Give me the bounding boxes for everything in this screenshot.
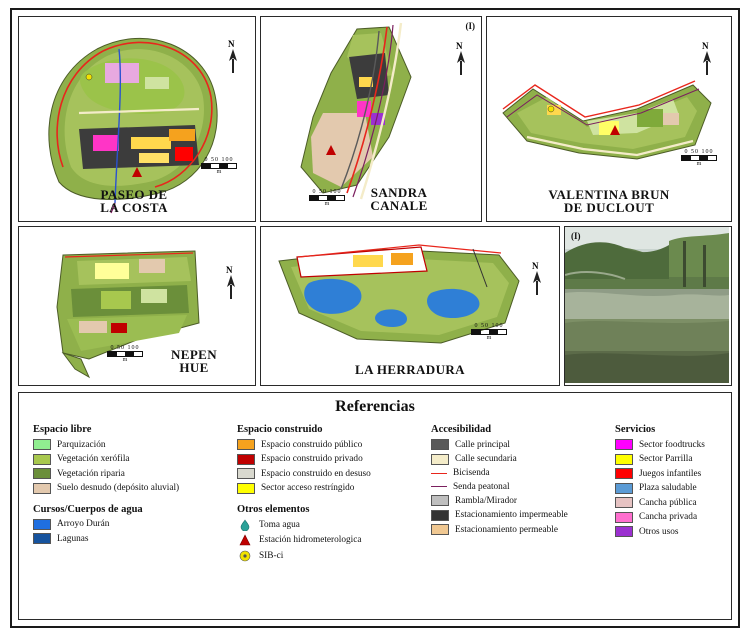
legend-column-3 — [431, 422, 611, 565]
swatch-juegos-infantiles — [615, 468, 633, 479]
swatch-construido-publico — [237, 439, 255, 450]
legend-item-senda-peatonal: Senda peatonal — [431, 482, 611, 492]
legend-item-calle-principal: Calle principal — [431, 439, 611, 450]
map-panel-paseo-de-la-costa[interactable] — [18, 16, 256, 222]
legend-item-estacionamiento-impermeable: Estacionamiento impermeable — [431, 510, 611, 521]
legend-column-4 — [615, 422, 745, 565]
swatch-rambla-mirador — [431, 495, 449, 506]
legend-item-suelo-desnudo: Suelo desnudo (depósito aluvial) — [33, 483, 233, 494]
legend-heading-accesibilidad: Accesibilidad — [431, 424, 492, 435]
legend-heading-cursos-cuerpos-de-agua: Cursos/Cuerpos de agua — [33, 503, 143, 515]
north-label: N — [702, 41, 709, 51]
map-panel-sandra-canale[interactable] — [260, 16, 482, 222]
panel-title-valentina: VALENTINA BRUN DE DUCLOUT — [548, 186, 670, 216]
legend-item-arroyo-duran: Arroyo Durán — [33, 519, 233, 530]
legend-item-bicisenda: Bicisenda — [431, 468, 611, 478]
swatch-arroyo-duran — [33, 519, 51, 530]
legend-column-1 — [33, 422, 233, 565]
swatch-vegetacion-riparia — [33, 468, 51, 479]
legend-title: Referencias — [335, 398, 415, 415]
panel-title-nepen: NEPEN HUE — [170, 346, 218, 376]
north-arrow-nepen — [223, 267, 239, 301]
panel-title-herradura: LA HERRADURA — [355, 362, 465, 378]
legend-item-sector-parrilla: Sector Parrilla — [615, 454, 745, 465]
legend-item-construido-en-desuso: Espacio construido en desuso — [237, 468, 427, 479]
swatch-calle-secundaria — [431, 454, 449, 465]
water-intake-icon — [237, 519, 253, 531]
legend-item-calle-secundaria: Calle secundaria — [431, 454, 611, 465]
line-senda-peatonal — [431, 486, 447, 487]
sib-ci-icon — [237, 550, 253, 562]
legend-item-construido-privado: Espacio construido privado — [237, 454, 427, 465]
scale-bar-herradura: 0 50 100 m — [471, 323, 507, 341]
legend-item-juegos-infantiles: Juegos infantiles — [615, 468, 745, 479]
swatch-estacionamiento-permeable — [431, 524, 449, 535]
photo-tag: (I) — [571, 231, 581, 241]
swatch-sector-foodtrucks — [615, 439, 633, 450]
swatch-calle-principal — [431, 439, 449, 450]
legend-item-sib-ci: SIB-ci — [237, 550, 427, 562]
legend-item-vegetacion-xerofila: Vegetación xerófila — [33, 454, 233, 465]
legend-item-plaza-saludable: Plaza saludable — [615, 483, 745, 494]
swatch-acceso-restringido — [237, 483, 255, 494]
panel-title-paseo: PASEO DE LA COSTA — [100, 186, 168, 216]
swatch-cancha-publica — [615, 497, 633, 508]
legend-heading-espacio-libre: Espacio libre — [33, 424, 92, 435]
legend-item-cancha-publica: Cancha pública — [615, 497, 745, 508]
north-label: N — [226, 265, 233, 275]
swatch-cancha-privada — [615, 512, 633, 523]
swatch-sector-parrilla — [615, 454, 633, 465]
map-panel-valentina-brun-de-duclout[interactable] — [486, 16, 732, 222]
legend-heading-espacio-construido: Espacio construido — [237, 424, 323, 435]
riverside-photo — [565, 227, 729, 383]
scale-bar-nepen: 0 50 100 m — [107, 345, 143, 363]
legend-item-toma-agua: Toma agua — [237, 519, 427, 531]
legend-item-sector-foodtrucks: Sector foodtrucks — [615, 439, 745, 450]
scale-bar-paseo: 0 50 100 m — [201, 157, 237, 175]
scale-bar-valentina: 0 50 100 m — [681, 149, 717, 167]
swatch-plaza-saludable — [615, 483, 633, 494]
legend-heading-servicios: Servicios — [615, 424, 656, 435]
scale-bar-sandra: 0 50 100 m — [309, 189, 345, 207]
photo-panel[interactable] — [564, 226, 732, 386]
swatch-construido-privado — [237, 454, 255, 465]
map-panel-nepen-hue[interactable] — [18, 226, 256, 386]
swatch-parquizacion — [33, 439, 51, 450]
north-label: N — [228, 39, 235, 49]
legend-item-estacion-hidrometerologica: Estación hidrometerologica — [237, 534, 427, 546]
legend-item-acceso-restringido: Sector acceso restríngido — [237, 483, 427, 494]
map-graphic-herradura — [261, 227, 557, 383]
north-arrow-valentina — [699, 43, 715, 77]
legend-item-construido-publico: Espacio construido público — [237, 439, 427, 450]
legend-box — [18, 392, 732, 620]
swatch-construido-en-desuso — [237, 468, 255, 479]
swatch-vegetacion-xerofila — [33, 454, 51, 465]
legend-item-lagunas: Lagunas — [33, 533, 233, 544]
legend-item-cancha-privada: Cancha privada — [615, 512, 745, 523]
legend-heading-otros-elementos: Otros elementos — [237, 503, 310, 515]
legend-item-vegetacion-riparia: Vegetación riparia — [33, 468, 233, 479]
north-arrow-herradura — [529, 263, 545, 297]
legend-item-estacionamiento-permeable: Estacionamiento permeable — [431, 524, 611, 535]
map-panel-la-herradura[interactable] — [260, 226, 560, 386]
swatch-otros-usos — [615, 526, 633, 537]
north-label: N — [456, 41, 463, 51]
weather-station-icon — [237, 534, 253, 546]
line-bicisenda — [431, 473, 447, 474]
panel-title-sandra: SANDRA CANALE — [370, 184, 428, 214]
legend-item-parquizacion: Parquización — [33, 439, 233, 450]
north-label: N — [532, 261, 539, 271]
swatch-suelo-desnudo — [33, 483, 51, 494]
north-arrow-paseo — [225, 41, 241, 75]
panel-tag-sandra: (I) — [465, 21, 475, 31]
legend-item-rambla-mirador: Rambla/Mirador — [431, 495, 611, 506]
legend-item-otros-usos: Otros usos — [615, 526, 745, 537]
legend-column-2 — [237, 422, 427, 565]
north-arrow-sandra — [453, 43, 469, 77]
swatch-lagunas — [33, 533, 51, 544]
swatch-estacionamiento-impermeable — [431, 510, 449, 521]
